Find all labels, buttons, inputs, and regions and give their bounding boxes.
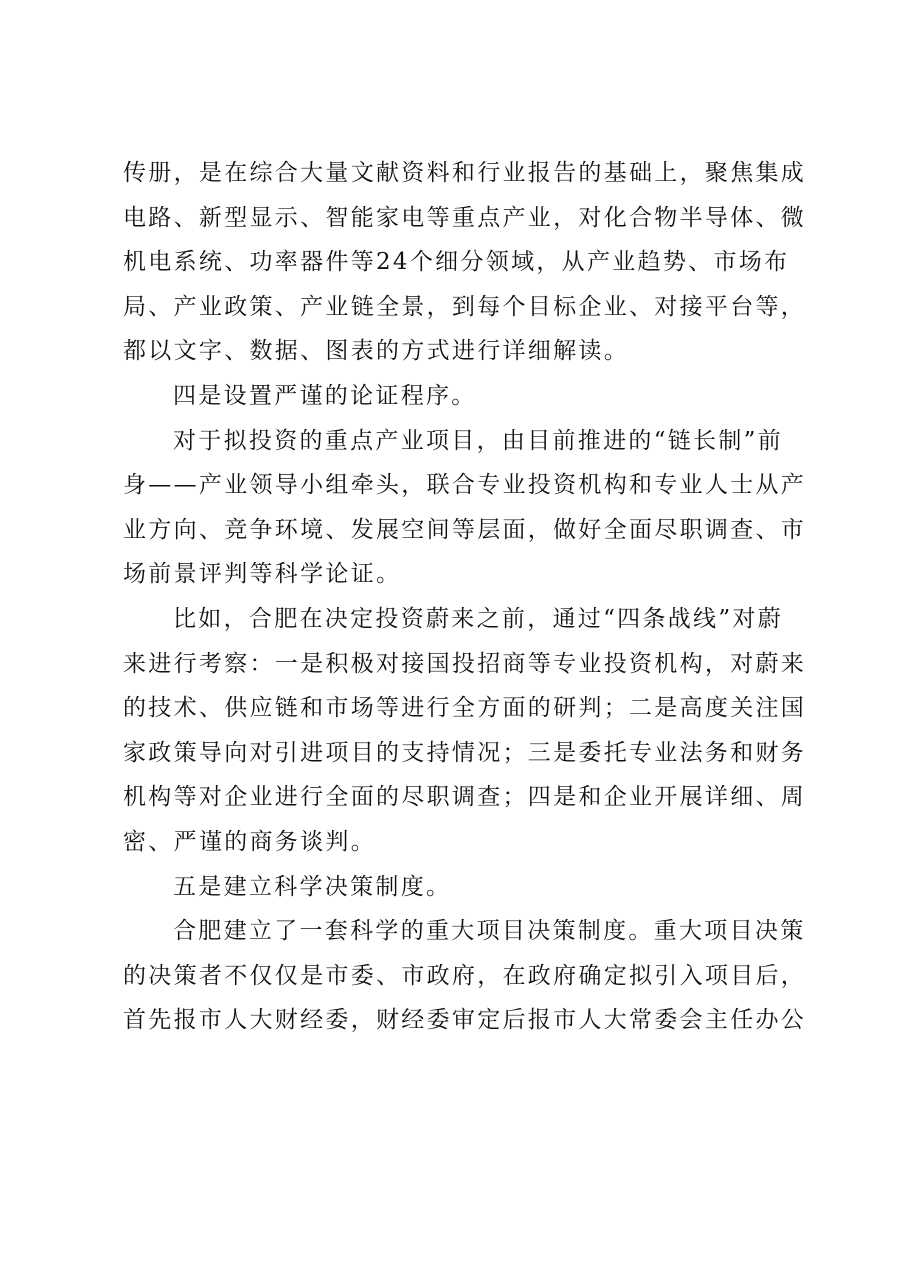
text-line: 家政策导向对引进项目的支持情况；三是委托专业法务和财务	[123, 739, 807, 766]
text-line: 机电系统、功率器件等24个细分领域，从产业趋势、市场布	[123, 249, 790, 276]
text-line: 传册，是在综合大量文献资料和行业报告的基础上，聚焦集成	[123, 160, 807, 186]
text-line: 比如，合肥在决定投资蔚来之前，通过“四条战线”对蔚	[173, 605, 784, 632]
text-line: 来进行考察：一是积极对接国投招商等专业投资机构，对蔚来	[123, 650, 807, 677]
paragraph	[123, 151, 807, 374]
text-line: 四是设置严谨的论证程序。	[173, 382, 477, 409]
paragraph	[123, 419, 807, 597]
text-line: 的决策者不仅仅是市委、市政府，在政府确定拟引入项目后，	[123, 962, 807, 989]
text-line: 的技术、供应链和市场等进行全方面的研判；二是高度关注国	[123, 695, 807, 722]
text-line: 首先报市人大财经委，财经委审定后报市人大常委会主任办公	[123, 1007, 807, 1034]
text-line: 身——产业领导小组牵头，联合专业投资机构和专业人士从产	[123, 472, 807, 499]
text-line: 都以文字、数据、图表的方式进行详细解读。	[123, 338, 629, 365]
text-line: 五是建立科学决策制度。	[173, 873, 452, 900]
text-line: 机构等对企业进行全面的尽职调查；四是和企业开展详细、周	[123, 784, 807, 811]
text-line: 电路、新型显示、智能家电等重点产业，对化合物半导体、微	[123, 204, 807, 231]
text-line: 场前景评判等科学论证。	[123, 561, 402, 588]
paragraph	[123, 597, 807, 865]
paragraph	[123, 865, 803, 910]
paragraph	[123, 909, 807, 1043]
text-line: 局、产业政策、产业链全景，到每个目标企业、对接平台等，	[123, 293, 807, 320]
text-line: 对于拟投资的重点产业项目，由目前推进的“链长制”前	[173, 427, 784, 454]
text-line: 合肥建立了一套科学的重大项目决策制度。重大项目决策	[173, 918, 806, 945]
document-body	[123, 151, 807, 1043]
text-line: 密、严谨的商务谈判。	[123, 828, 376, 855]
text-line: 业方向、竞争环境、发展空间等层面，做好全面尽职调查、市	[123, 516, 807, 543]
paragraph	[123, 374, 803, 419]
